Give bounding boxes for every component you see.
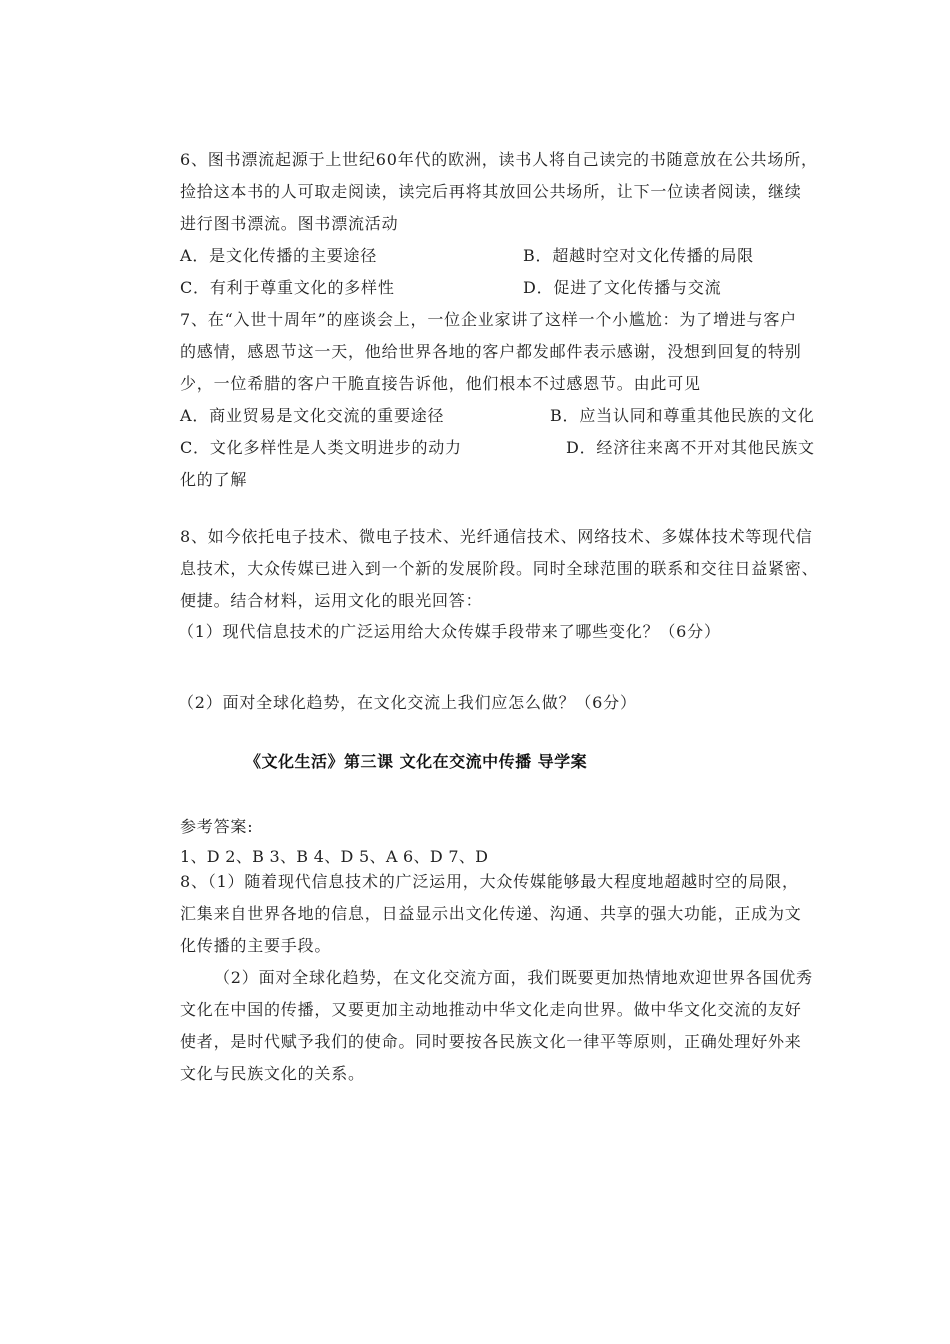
- q8-sub-question-1: （1）现代信息技术的广泛运用给大众传媒手段带来了哪些变化？（6分）: [178, 622, 721, 641]
- answer-8-line-5: 文化在中国的传播，又要更加主动地推动中华文化走向世界。做中华文化交流的友好: [180, 1000, 802, 1019]
- answer-8-line-6: 使者，是时代赋予我们的使命。同时要按各民族文化一律平等原则，正确处理好外来: [180, 1032, 802, 1051]
- q7-option-d: D．经济往来离不开对其他民族文: [566, 438, 815, 457]
- q7-option-d-continued: 化的了解: [180, 470, 248, 489]
- q6-line-2: 捡拾这本书的人可取走阅读，读完后再将其放回公共场所，让下一位读者阅读，继续: [180, 182, 802, 201]
- q8-line-3: 便捷。结合材料，运用文化的眼光回答：: [180, 591, 483, 610]
- answer-8-line-1: 8、（1）随着现代信息技术的广泛运用，大众传媒能够最大程度地超越时空的局限，: [180, 872, 799, 891]
- q8-sub-question-2: （2）面对全球化趋势，在文化交流上我们应怎么做？（6分）: [178, 693, 637, 712]
- q7-line-1: 7、在“入世十周年”的座谈会上，一位企业家讲了这样一个小尴尬：为了增进与客户: [180, 310, 797, 329]
- q6-option-a: A．是文化传播的主要途径: [180, 246, 378, 265]
- answer-8-line-2: 汇集来自世界各地的信息，日益显示出文化传递、沟通、共享的强大功能，正成为文: [180, 904, 802, 923]
- q7-option-a: A．商业贸易是文化交流的重要途径: [180, 406, 445, 425]
- answer-8-line-7: 文化与民族文化的关系。: [180, 1064, 365, 1083]
- q6-option-d: D．促进了文化传播与交流: [523, 278, 722, 297]
- q8-line-1: 8、如今依托电子技术、微电子技术、光纤通信技术、网络技术、多媒体技术等现代信: [180, 527, 813, 546]
- q7-line-2: 的感情，感恩节这一天，他给世界各地的客户都发邮件表示感谢，没想到回复的特别: [180, 342, 802, 361]
- q7-option-b: B．应当认同和尊重其他民族的文化: [550, 406, 815, 425]
- answer-8-line-3: 化传播的主要手段。: [180, 936, 332, 955]
- q6-option-c: C．有利于尊重文化的多样性: [180, 278, 395, 297]
- q8-line-2: 息技术，大众传媒已进入到一个新的发展阶段。同时全球范围的联系和交往日益紧密、: [180, 559, 819, 578]
- answers-choices: 1、D 2、B 3、B 4、D 5、A 6、D 7、D: [180, 847, 489, 866]
- answers-heading: 参考答案:: [180, 817, 254, 836]
- answer-8-line-4: （2）面对全球化趋势，在文化交流方面，我们既要更加热情地欢迎世界各国优秀: [214, 968, 813, 987]
- q7-option-c: C．文化多样性是人类文明进步的动力: [180, 438, 462, 457]
- q6-line-3: 进行图书漂流。图书漂流活动: [180, 214, 399, 233]
- q6-line-1: 6、图书漂流起源于上世纪60年代的欧洲，读书人将自己读完的书随意放在公共场所，: [180, 150, 818, 169]
- q7-line-3: 少，一位希腊的客户干脆直接告诉他，他们根本不过感恩节。由此可见: [180, 374, 701, 393]
- q6-option-b: B．超越时空对文化传播的局限: [523, 246, 754, 265]
- section-title: 《文化生活》第三课 文化在交流中传播 导学案: [245, 752, 588, 771]
